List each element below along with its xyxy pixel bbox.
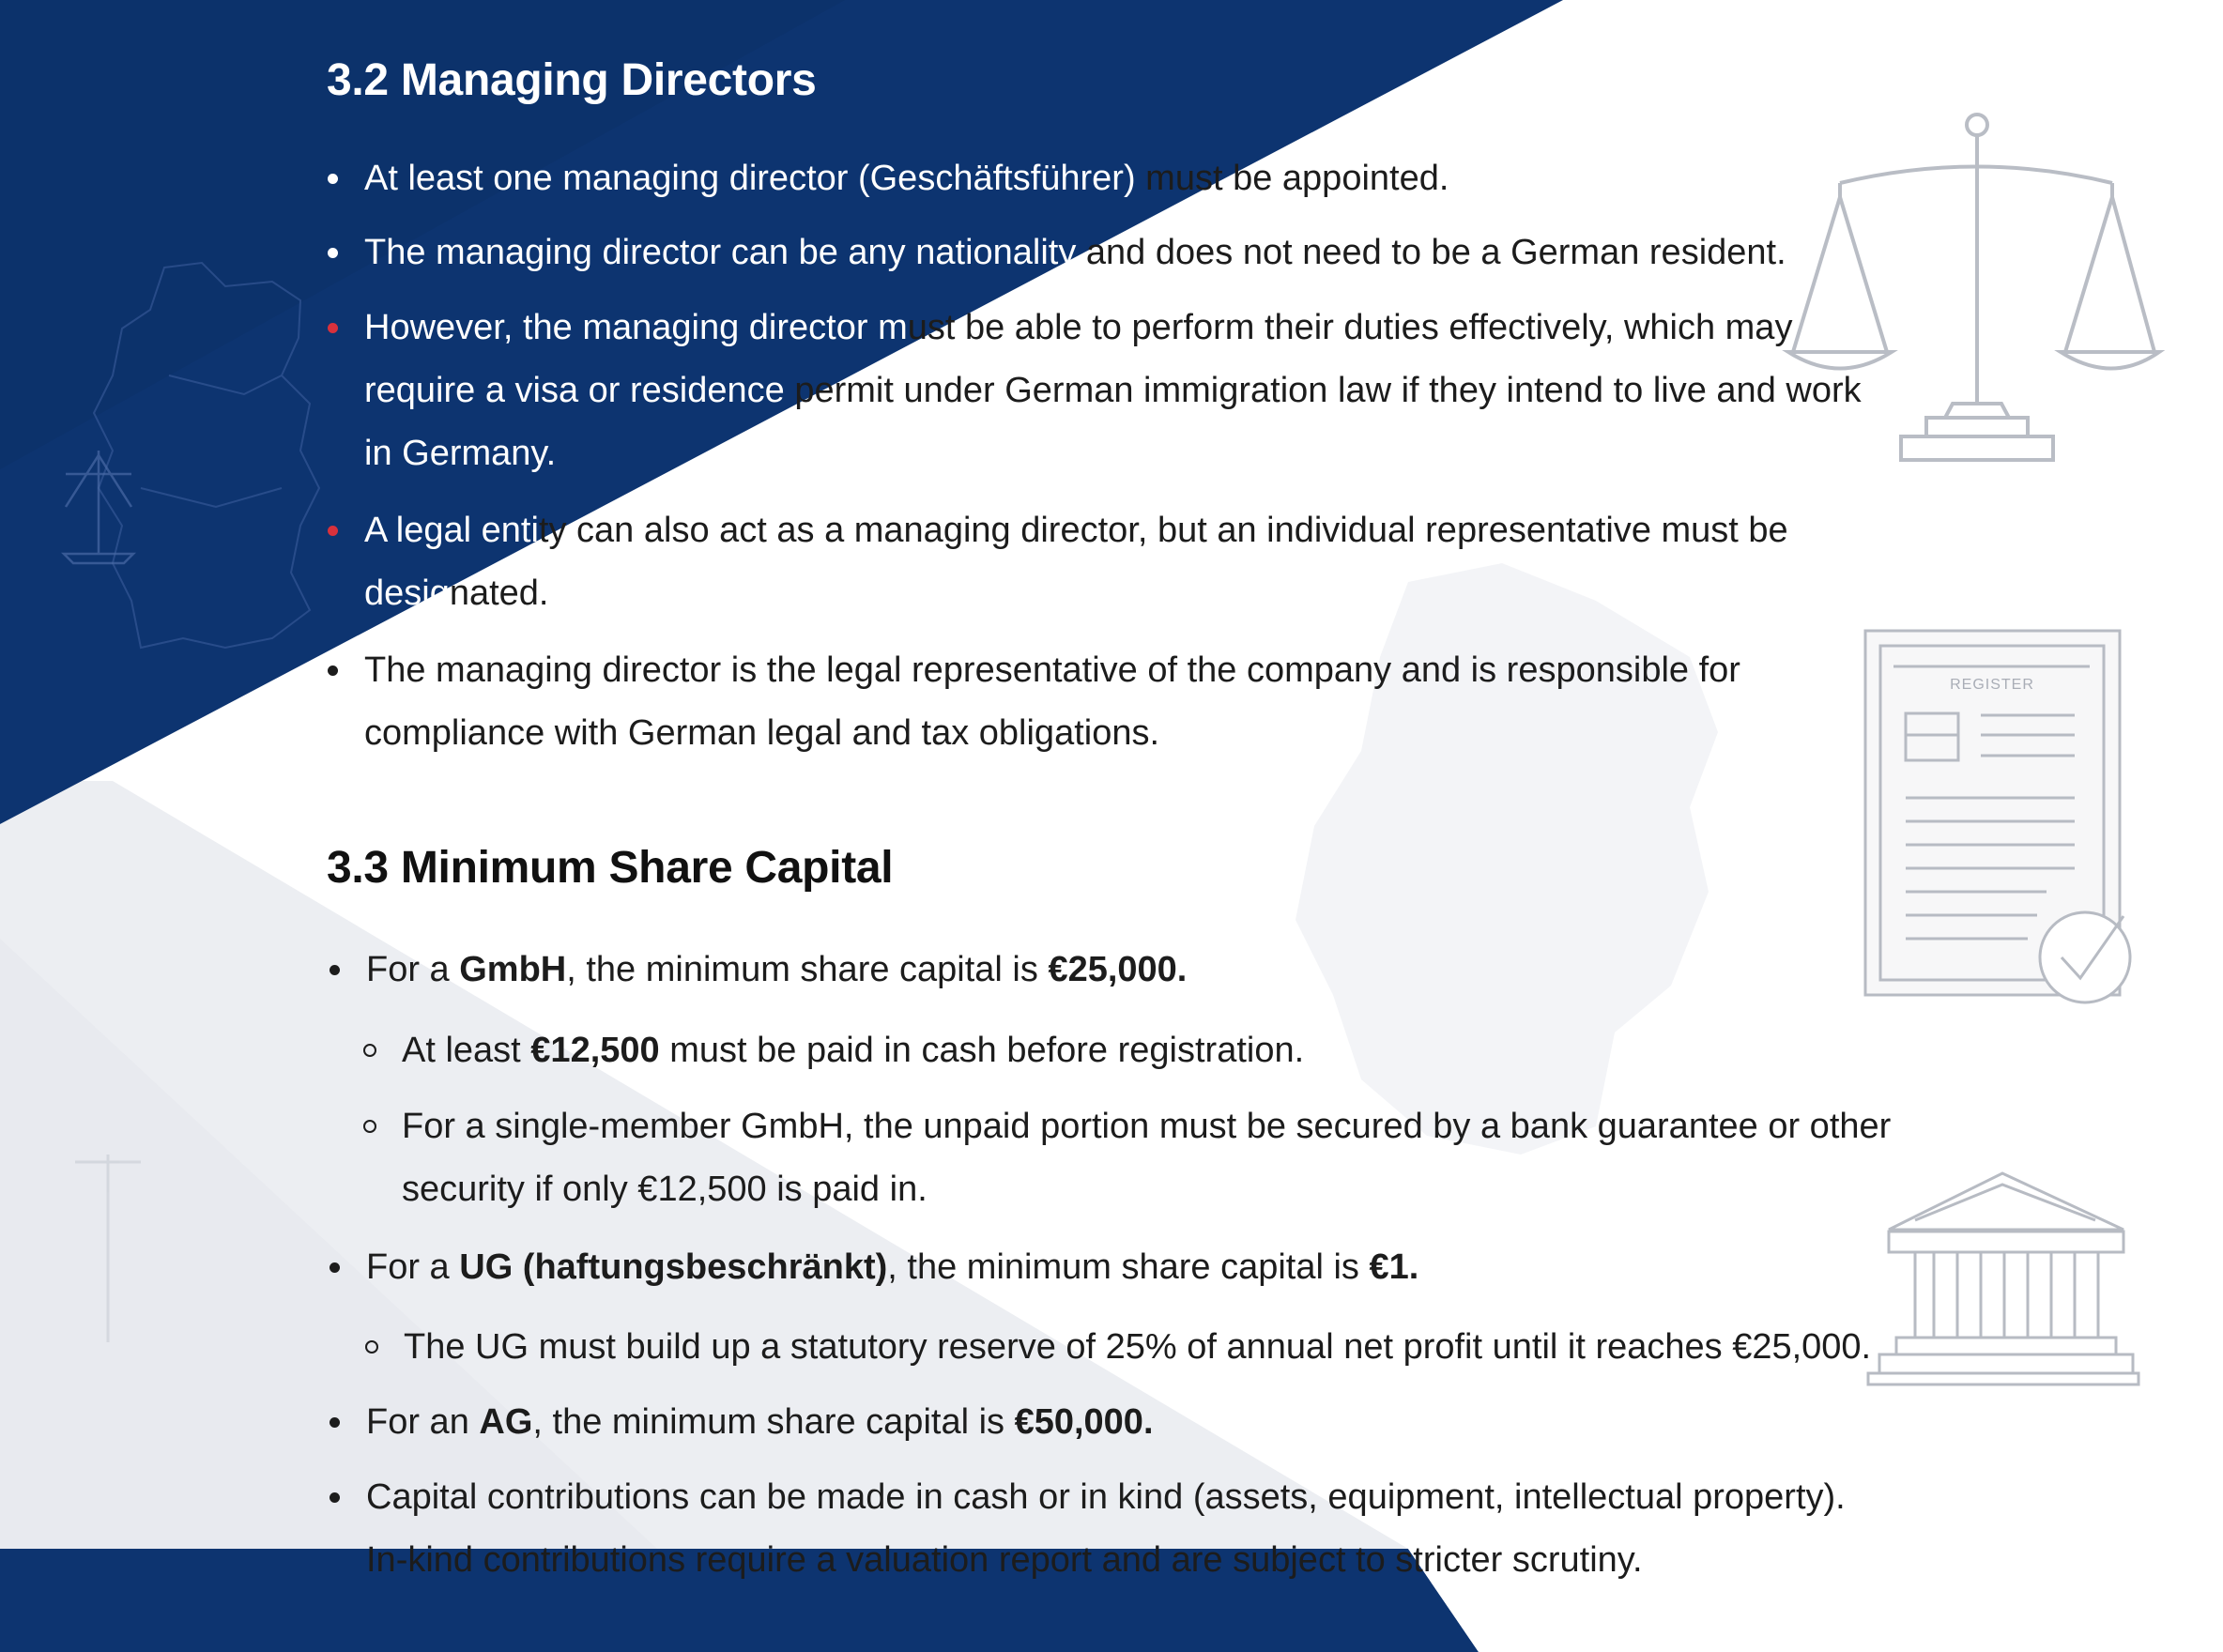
bullet-icon — [330, 1417, 340, 1428]
list-item: For a UG (haftungsbeschränkt), the minimum share capital is €1. — [366, 1236, 1418, 1299]
list-item: The UG must build up a statutory reserve of 25% of annual net profit until it reaches €25,000. — [404, 1316, 1871, 1379]
bullet-icon — [330, 1262, 340, 1273]
list-item: For a GmbH, the minimum share capital is €25,000. — [366, 939, 1187, 1002]
sub-bullet-icon — [363, 1044, 376, 1057]
sub-bullet-icon — [365, 1340, 378, 1354]
section-title-managing-directors: 3.2 Managing Directors — [327, 55, 817, 105]
bullet-icon — [330, 1492, 340, 1503]
bullet-icon — [330, 965, 340, 975]
list-item: Capital contributions can be made in cash or in kind (assets, equipment, intellectual property). In-kind contributions require a valuation report and are subject to stricter scrutiny. — [366, 1466, 1846, 1592]
bullet-icon — [328, 665, 338, 676]
sub-bullet-icon — [363, 1120, 376, 1133]
list-item: For a single-member GmbH, the unpaid portion must be secured by a bank guarantee or other security if only €12,500 is paid in. — [402, 1095, 1891, 1221]
bullet-icon — [328, 174, 338, 184]
bullet-icon — [328, 248, 338, 258]
list-item: A legal entity can also act as a managing director, but an individual representative must be designated. — [364, 499, 1788, 625]
section-title-minimum-share-capital: 3.3 Minimum Share Capital — [327, 843, 894, 893]
list-item: At least €12,500 must be paid in cash before registration. — [402, 1019, 1304, 1082]
list-item: For an AG, the minimum share capital is €50,000. — [366, 1391, 1154, 1454]
list-item: The managing director is the legal representative of the company and is responsible for compliance with German legal and tax obligations. — [364, 639, 1740, 765]
list-item: However, the managing director must be able to perform their duties effectively, which may require a visa or residence permit under German immigration law if they intend to live and work in Germany. — [364, 297, 1862, 485]
bullet-icon — [328, 323, 338, 333]
register-label: REGISTER — [1950, 677, 2034, 693]
list-item: At least one managing director (Geschäftsführer) must be appointed. — [364, 147, 1449, 210]
list-item: The managing director can be any nationality and does not need to be a German resident. — [364, 222, 1786, 284]
bullet-icon — [328, 526, 338, 536]
